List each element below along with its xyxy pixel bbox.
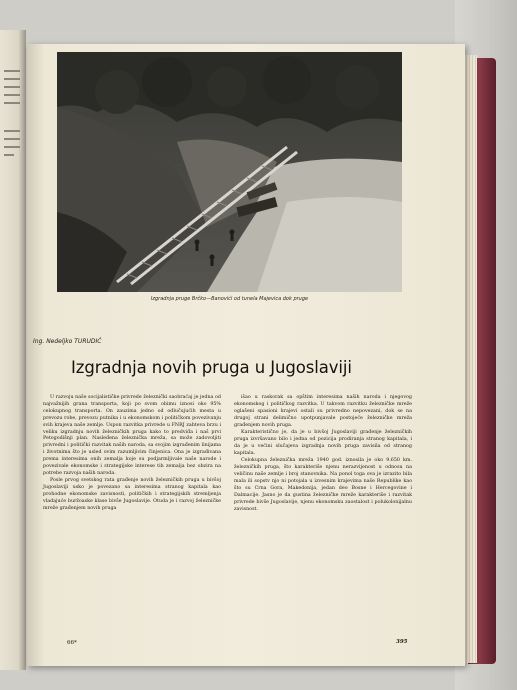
article-author: Ing. Nedeljko TURUDIĆ [33,338,102,345]
paragraph: U razvoju naše socijalističke privrede železnički saobraćaj je jedna od najvažnijih grana transporta, koji po svom obimu iznosi oko 95% celokupnog transporta. On zauzima jedno od odlučujućih mesta u prevozu robe, prevozu putnika i u ekonomskom i političkom povezivanju svih krajeva naše zemlje. Uspon razvitka privrede u FNRJ zahteva brzu i veliku izgradnju novih železničkih pruga kako to predviđa i naš prvi Petogodišnji plan. Nasleđena železnička mreža, sa može zadovoljiti privredni i politički razvitak naših naroda, sa svojim izgrađenim linijama i životnima što je usled ovim razumljivim činjenica. Ona je izgrađivana prema interesima onih zemalja koje su podjarmljivale naše narode i povezivale ekonomske i strategijske interese tih zemalja bez obzira na potrebe razvoja naših naroda. [43,395,221,476]
page-number: 395 [396,639,408,645]
article-column-right [234,395,412,514]
paragraph: Posle prvog svetskog rata građenje novih železničkih pruga u bivšoj Jugoslaviji usko je povezano sa interesima stranog kapitala kao prohodne ekonomske zavisnosti, političkih i strategijskih stremljenja vladajuće buržoaske klase bivše Jugoslavije. Otuda je i razvoj železničke mreže građenjem novih pruga [43,478,221,511]
book-page [27,44,465,666]
photo-caption: Izgradnja pruge Brčko—Banovići od tunela Majevica dok pruge [150,296,309,302]
paragraph: Karakteristično je, da je u bivšoj Jugoslaviji građenje železničkih pruga izvršavano bilo i jedna od pozicija prodiranja stranog kapitala, i da je u većini slučajeva izgradnja novih pruga zavisila od stranog kapitala. [234,430,412,456]
left-page-edge [0,30,26,670]
page-signature: 66* [67,640,77,646]
paragraph: išao u raskorak sa opštim interesima naših naroda i njegovog ekonomskog i političkog razvitka. U takvom razvitku železničke mreže oglašeni spasioni krajevi ostali su privredno nepovezani, dok se na drugoj strani delimično upotpunjavale postojeće železničke mreža građenjem novih pruga. [234,395,412,428]
article-column-left [43,395,221,513]
paragraph: Celokupna železnička mreža 1940 god. iznosila je oko 9.650 km. železničkih pruga, što karakteriše njenu nerazvijenost u odnosu na veličinu naše zemlje i broj stanovnika. Na ponol toga ova je izrazito bila mala ili sopstv njo ni potojala u izvesnim krajevima naše Republike kao što su Crna Gora, Makedonija, jedan deo Bosne i Hercegovine i Dalmacije. Jasno je da gustina železničke mreže karakteriše i razvitak privrede bivše Jugoslavije, njenu ekonomsku zaostalost i polukolonijalnu zavisnost. [234,458,412,512]
railway-construction-photo-icon [57,52,402,292]
article-title: Izgradnja novih pruga u Jugoslaviji [71,358,352,377]
